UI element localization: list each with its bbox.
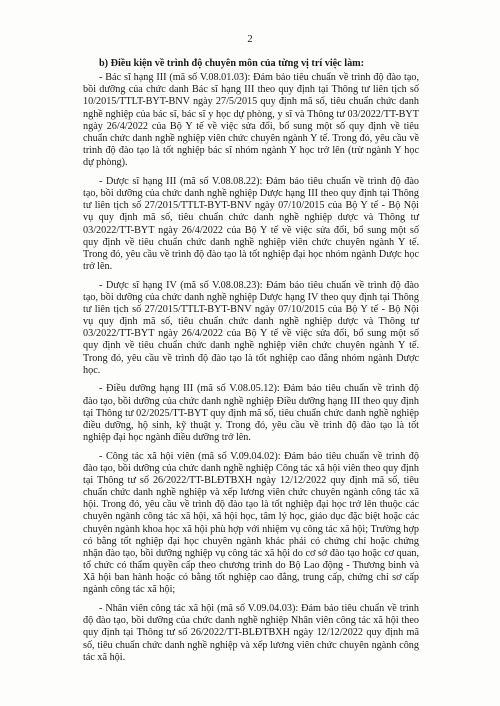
paragraph-duoc-si-hang-iii: - Dược sĩ hạng III (mã số V.08.08.22): Đảm bảo tiêu chuẩn về trình độ đào tạo, bồi dưỡng của chức danh nghề nghiệp Dược hạng III theo quy định tại Thông tư liên tịch số 27/2015/TTLT-BYT-BNV ngày 07/10/2015 của Bộ Y tế - Bộ Nội vụ quy định mã số, tiêu chuẩn chức danh nghề nghiệp dược và Thông tư 03/2022/TT-BYT ngày 26/4/2022 của Bộ Y tế về việc sửa đổi, bổ sung một số quy định về tiêu chuẩn chức danh nghề nghiệp viên chức chuyên ngành Y tế. Trong đó, yêu cầu về trình độ đào tạo là tốt nghiệp đại học nhóm ngành Dược học trở lên.	[83, 175, 419, 272]
paragraph-cong-tac-xa-hoi-vien: - Công tác xã hội viên (mã số V.09.04.02): Đảm bảo tiêu chuẩn về trình độ đào tạo, bồi dưỡng của chức danh nghề nghiệp Công tác xã hội viên theo quy định tại Thông tư số 26/2022/TT-BLĐTBXH ngày 12/12/2022 quy định mã số, tiêu chuẩn chức danh nghề nghiệp và xếp lương viên chức chuyên ngành công tác xã hội. Trong đó, yêu cầu về trình độ đào tạo là tốt nghiệp đại học trở lên thuộc các chuyên ngành công tác xã hội, xã hội học, tâm lý học, giáo dục đặc biệt hoặc các chuyên ngành khoa học xã hội phù hợp với nhiệm vụ công tác xã hội; Trường hợp có bằng tốt nghiệp đại học chuyên ngành khác phải có chứng chỉ hoặc chứng nhận đào tạo, bồi dưỡng nghiệp vụ công tác xã hội do cơ sở đào tạo hoặc cơ quan, tổ chức có thẩm quyền cấp theo chương trình do Bộ Lao động - Thương binh và Xã hội ban hành hoặc có bằng tốt nghiệp cao đẳng, trung cấp, chứng chỉ sơ cấp ngành công tác xã hội;	[83, 450, 419, 596]
page-number: 2	[247, 34, 253, 45]
paragraph-nhan-vien-cong-tac-xa-hoi: - Nhân viên công tác xã hội (mã số V.09.04.03): Đảm bảo tiêu chuẩn về trình độ đào tạo, bồi dưỡng của chức danh nghề nghiệp Nhân viên công tác xã hội theo quy định tại Thông tư số 26/2022/TT-BLĐTBXH ngày 12/12/2022 quy định mã số, tiêu chuẩn chức danh nghề nghiệp và xếp lương viên chức chuyên ngành công tác xã hội.	[83, 603, 419, 663]
document-body	[83, 58, 419, 670]
paragraph-duoc-si-hang-iv: - Dược sĩ hạng IV (mã số V.08.08.23): Đảm bảo tiêu chuẩn về trình độ đào tạo, bồi dưỡng của chức danh nghề nghiệp Dược hạng IV theo quy định tại Thông tư liên tịch số 27/2015/TTLT-BYT-BNV ngày 07/10/2015 của Bộ Y tế - Bộ Nội vụ quy định mã số, tiêu chuẩn chức danh nghề nghiệp dược và Thông tư 03/2022/TT-BYT ngày 26/4/2022 của Bộ Y tế về việc sửa đổi, bổ sung một số quy định về tiêu chuẩn chức danh nghề nghiệp viên chức chuyên ngành Y tế. Trong đó, yêu cầu về trình độ đào tạo là tốt nghiệp cao đẳng nhóm ngành Dược học.	[83, 279, 419, 376]
section-heading: b) Điều kiện về trình độ chuyên môn của từng vị trí việc làm:	[99, 58, 365, 69]
paragraph-bac-si-hang-iii: - Bác sĩ hạng III (mã số V.08.01.03): Đảm bảo tiêu chuẩn về trình độ đào tạo, bồi dưỡng của chức danh Bác sĩ hạng III theo quy định tại Thông tư liên tịch số 10/2015/TTLT-BYT-BNV ngày 27/5/2015 quy định mã số, tiêu chuẩn chức danh nghề nghiệp của bác sĩ, bác sĩ y học dự phòng, y sĩ và Thông tư 03/2022/TT-BYT ngày 26/4/2022 của Bộ Y tế về việc sửa đổi, bổ sung một số quy định về tiêu chuẩn chức danh nghề nghiệp viên chức chuyên ngành Y tế. Trong đó, yêu cầu về trình độ đào tạo là tốt nghiệp bác sĩ nhóm ngành Y học trở lên (trừ ngành Y học dự phòng).	[83, 72, 419, 169]
paragraph-dieu-duong-hang-iii: - Điều dưỡng hạng III (mã số V.08.05.12): Đảm bảo tiêu chuẩn về trình độ đào tạo, bồi dưỡng của chức danh nghề nghiệp Điều dưỡng hạng III theo quy định tại Thông tư 02/2025/TT-BYT quy định mã số, tiêu chuẩn chức danh nghề nghiệp điều dưỡng, hộ sinh, kỹ thuật y. Trong đó, yêu cầu về trình độ đào tạo là tốt nghiệp đại học ngành điều dưỡng trở lên.	[83, 383, 419, 444]
